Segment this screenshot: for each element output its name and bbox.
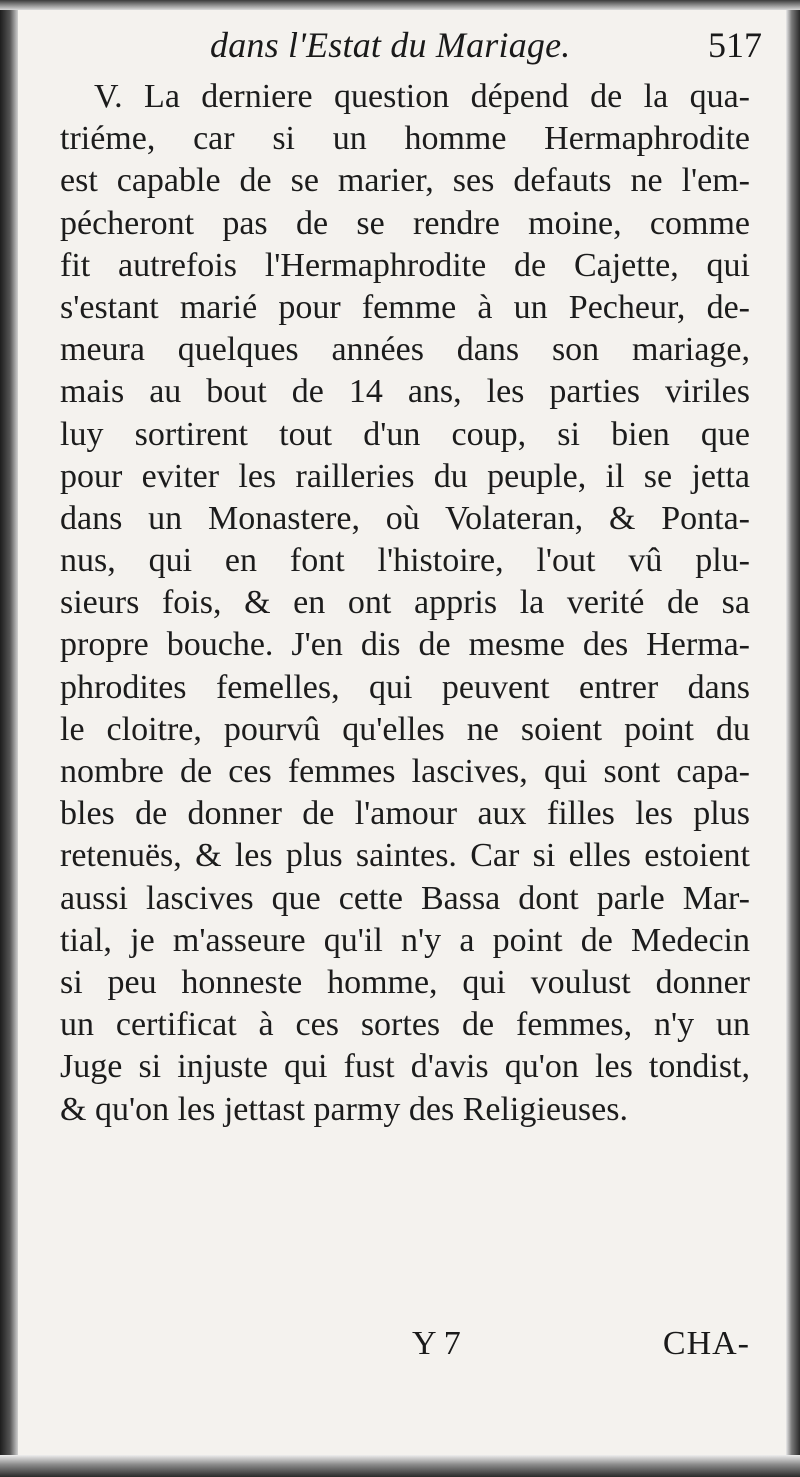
text-line: nombre de ces femmes lascives, qui sont capa- xyxy=(60,753,750,790)
running-head: dans l'Estat du Mariage. xyxy=(210,25,571,65)
text-line: luy sortirent tout d'un coup, si bien que xyxy=(60,415,750,453)
text-line: tial, je m'asseure qu'il n'y a point de Medecin xyxy=(60,921,750,959)
text-line: dans un Monastere, où Volateran, & Ponta- xyxy=(60,499,750,537)
signature-mark: Y 7 xyxy=(412,1325,461,1362)
text-line: pour eviter les railleries du peuple, il se jetta xyxy=(60,457,750,495)
text-line: est capable de se marier, ses defauts ne l'em- xyxy=(60,162,750,200)
text-line: phrodites femelles, qui peuvent entrer dans xyxy=(60,668,750,706)
page-number: 517 xyxy=(708,25,762,65)
text-line: Juge si injuste qui fust d'avis qu'on les tondist, xyxy=(60,1048,750,1086)
page-header xyxy=(40,22,776,68)
scan-edge-left xyxy=(0,0,18,1477)
text-line: & qu'on les jettast parmy des Religieuses. xyxy=(60,1090,628,1128)
scan-edge-bottom xyxy=(0,1455,800,1477)
text-line: V. La derniere question dépend de la qua- xyxy=(94,78,750,115)
text-line: fit autrefois l'Hermaphrodite de Cajette, qui xyxy=(60,246,750,284)
text-line: pécheront pas de se rendre moine, comme xyxy=(60,204,750,242)
body-text xyxy=(60,76,750,1131)
text-line: nus, qui en font l'histoire, l'out vû plu- xyxy=(60,542,750,580)
scan-edge-right xyxy=(786,0,800,1477)
text-line: propre bouche. J'en dis de mesme des Herma- xyxy=(60,626,750,664)
text-line: s'estant marié pour femme à un Pecheur, de- xyxy=(60,288,750,326)
text-line: meura quelques années dans son mariage, xyxy=(60,331,750,369)
text-line: triéme, car si un homme Hermaphrodite xyxy=(60,120,750,158)
text-line: si peu honneste homme, qui voulust donner xyxy=(60,963,750,1001)
text-line: un certificat à ces sortes de femmes, n'y un xyxy=(60,1006,750,1044)
text-line: retenuës, & les plus saintes. Car si elles estoient xyxy=(60,837,750,875)
page-footer xyxy=(60,1325,750,1371)
catchword: CHA- xyxy=(662,1325,750,1362)
text-line: le cloitre, pourvû qu'elles ne soient point du xyxy=(60,710,750,748)
text-line: aussi lascives que cette Bassa dont parle Mar- xyxy=(60,879,750,917)
text-line: sieurs fois, & en ont appris la verité de sa xyxy=(60,584,750,622)
text-line: bles de donner de l'amour aux filles les plus xyxy=(60,795,750,833)
text-line: mais au bout de 14 ans, les parties viriles xyxy=(60,373,750,411)
scan-edge-top xyxy=(0,0,800,10)
